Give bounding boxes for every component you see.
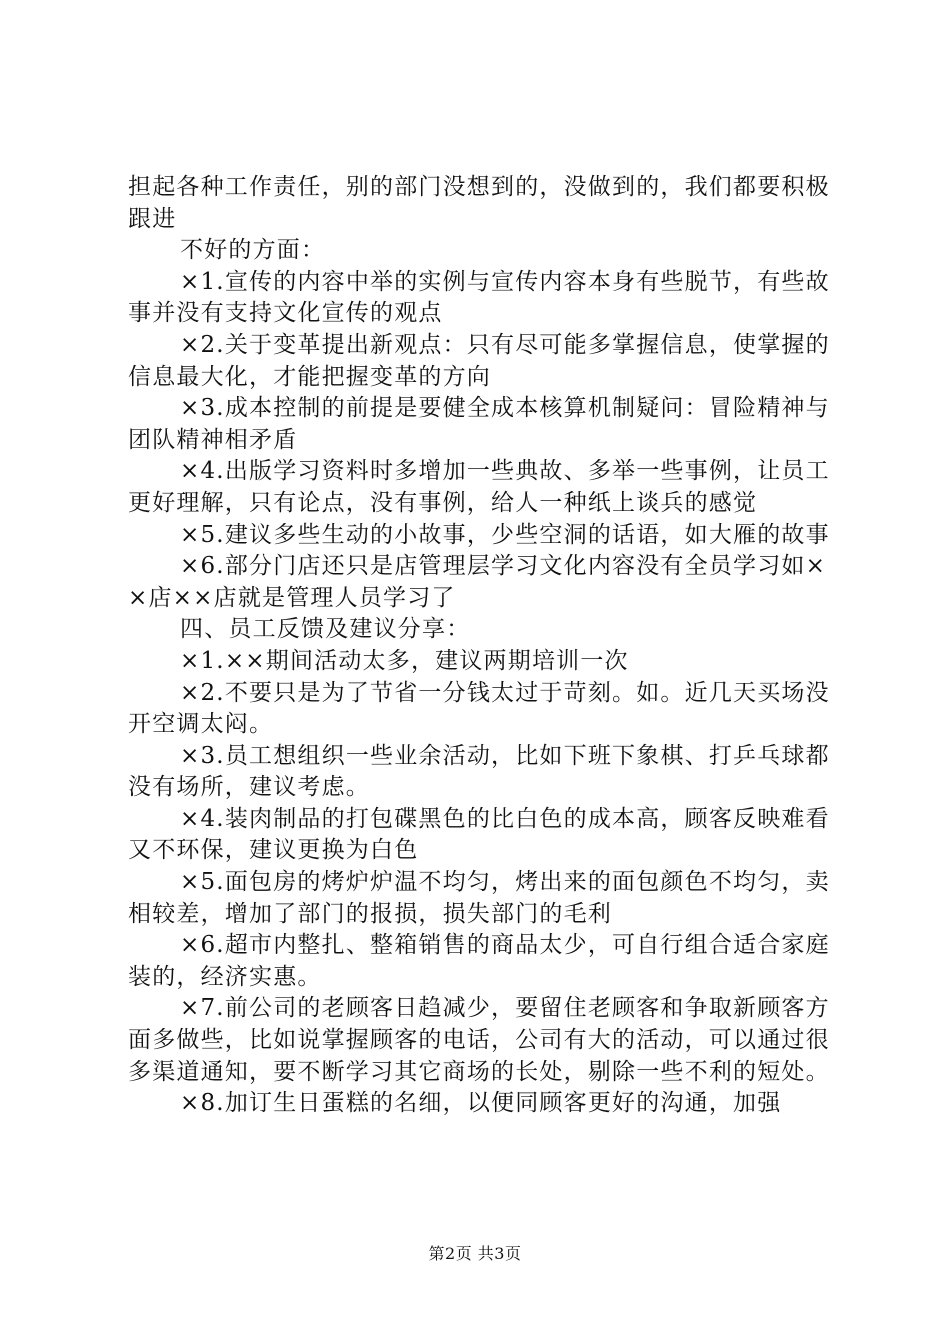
list-item: ×2.关于变革提出新观点：只有尽可能多掌握信息，使掌握的信息最大化，才能把握变革的方向	[128, 331, 830, 390]
list-item: ×2.不要只是为了节省一分钱太过于苛刻。如。近几天买场没开空调太闷。	[128, 679, 830, 738]
list-item: ×7.前公司的老顾客日趋减少，要留住老顾客和争取新顾客方面多做些，比如说掌握顾客的电话，公司有大的活动，可以通过很多渠道通知，要不断学习其它商场的长处，剔除一些不利的短处。	[128, 995, 830, 1085]
list-item: ×3.员工想组织一些业余活动，比如下班下象棋、打乒乓球都没有场所，建议考虑。	[128, 742, 830, 801]
list-item: ×5.面包房的烤炉炉温不均匀，烤出来的面包颜色不均匀，卖相较差，增加了部门的报损，损失部门的毛利	[128, 869, 830, 927]
page-footer	[0, 1244, 950, 1264]
list-item: ×5.建议多些生动的小故事，少些空洞的话语，如大雁的故事	[180, 521, 830, 548]
list-item: ×6.超市内整扎、整箱销售的商品太少，可自行组合适合家庭装的，经济实惠。	[128, 932, 830, 990]
list-item: ×4.出版学习资料时多增加一些典故、多举一些事例，让员工更好理解，只有论点，没有事例，给人一种纸上谈兵的感觉	[128, 458, 830, 516]
section-heading-negatives: 不好的方面：	[180, 237, 326, 264]
list-item: ×4.装肉制品的打包碟黑色的比白色的成本高，顾客反映难看又不环保，建议更换为白色	[128, 805, 830, 864]
list-item: ×3.成本控制的前提是要健全成本核算机制疑问：冒险精神与团队精神相矛盾	[128, 395, 830, 453]
list-item: ×8.加订生日蛋糕的名细，以便同顾客更好的沟通，加强	[180, 1090, 782, 1117]
page-number-label: 第2页 共3页	[428, 1244, 522, 1263]
list-item: ×6.部分门店还只是店管理层学习文化内容没有全员学习如××店××店就是管理人员学习了	[128, 553, 827, 611]
list-item: ×1.宣传的内容中举的实例与宣传内容本身有些脱节，有些故事并没有支持文化宣传的观点	[128, 268, 830, 327]
paragraph: 担起各种工作责任，别的部门没想到的，没做到的，我们都要积极跟进	[128, 174, 830, 232]
section-heading-feedback: 四、员工反馈及建议分享：	[180, 616, 471, 643]
document-body	[128, 172, 840, 1120]
list-item: ×1.××期间活动太多，建议两期培训一次	[180, 647, 629, 674]
